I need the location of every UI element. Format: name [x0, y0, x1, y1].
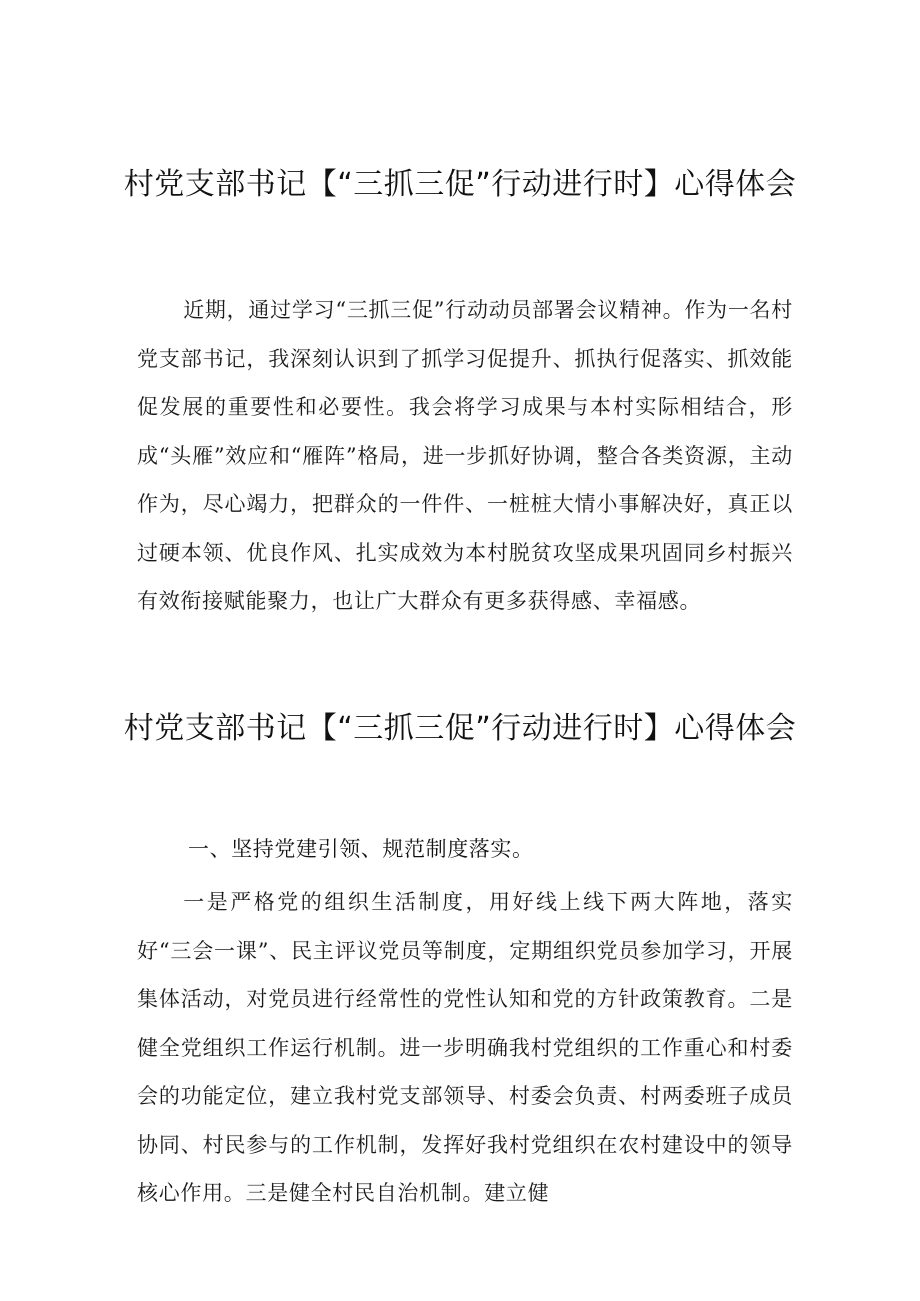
section-2-paragraph: 一是严格党的组织生活制度，用好线上线下两大阵地，落实好“三会一课”、民主评议党员等制度，定期组织党员参加学习，开展集体活动，对党员进行经常性的党性认知和党的方针政策教育。二是健全党组织工作运行机制。进一步明确我村党组织的工作重心和村委会的功能定位，建立我村党支部领导、村委会负责、村两委班子成员协同、村民参与的工作机制，发挥好我村党组织在农村建设中的领导核心作用。三是健全村民自治机制。建立健	[137, 890, 793, 1205]
section-2-heading: 一、坚持党建引领、规范制度落实。	[188, 837, 534, 862]
section-1-title: 村党支部书记【“三抓三促”行动进行时】心得体会	[123, 167, 797, 203]
section-1-paragraph: 近期，通过学习“三抓三促”行动动员部署会议精神。作为一名村党支部书记，我深刻认识到了抓学习促提升、抓执行促落实、抓效能促发展的重要性和必要性。我会将学习成果与本村实际相结合，形成“头雁”效应和“雁阵”格局，进一步抓好协调，整合各类资源，主动作为，尽心竭力，把群众的一件件、一桩桩大情小事解决好，真正以过硬本领、优良作风、扎实成效为本村脱贫攻坚成果巩固同乡村振兴有效衔接赋能聚力，也让广大群众有更多获得感、幸福感。	[137, 298, 793, 613]
section-2-title: 村党支部书记【“三抓三促”行动进行时】心得体会	[123, 711, 797, 747]
